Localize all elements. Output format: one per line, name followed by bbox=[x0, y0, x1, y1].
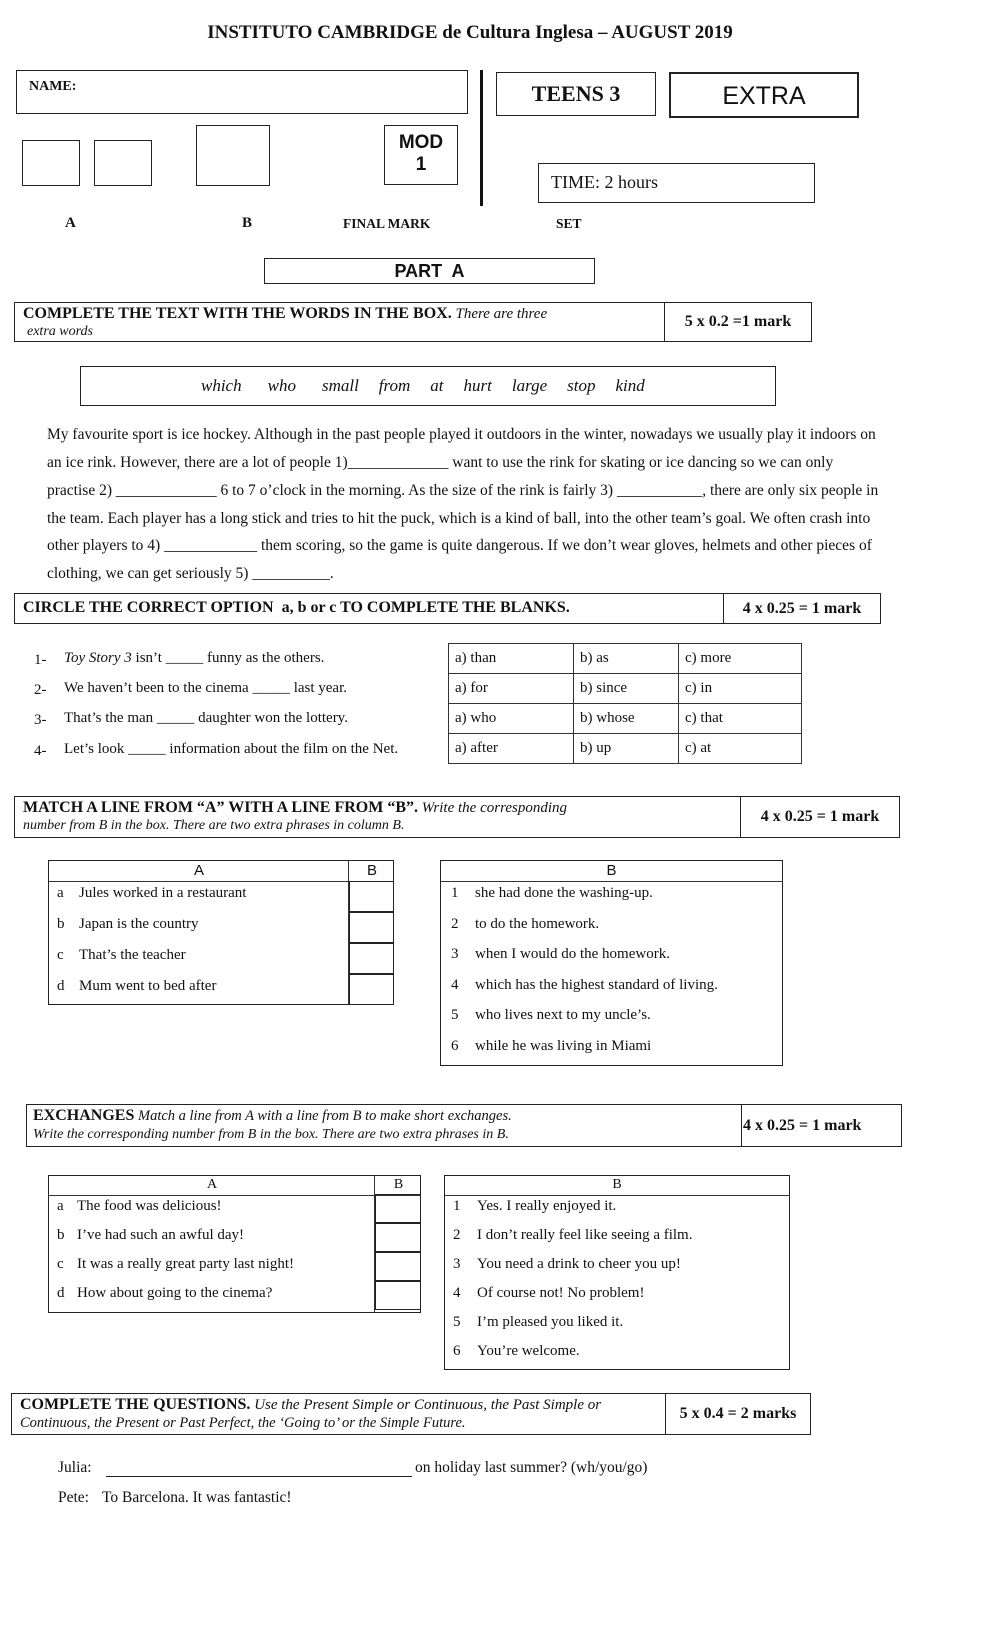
row-text: It was a really great party last night! bbox=[77, 1256, 295, 1272]
page-title: INSTITUTO CAMBRIDGE de Cultura Inglesa – AUGUST 2019 bbox=[207, 22, 733, 43]
julia-label: Julia: bbox=[58, 1459, 92, 1476]
row-text: to do the homework. bbox=[475, 915, 600, 932]
option[interactable]: a) who bbox=[449, 704, 574, 734]
word-option: who bbox=[267, 376, 296, 395]
question-1: Toy Story 3 isn’t _____ funny as the others. bbox=[64, 650, 325, 666]
row-key: b bbox=[57, 916, 65, 932]
option[interactable]: c) that bbox=[679, 704, 802, 734]
row-text: I’ve had such an awful day! bbox=[77, 1227, 245, 1243]
option[interactable]: c) more bbox=[679, 644, 802, 674]
row-key: b bbox=[57, 1227, 65, 1243]
answer-box[interactable] bbox=[375, 1281, 421, 1310]
row-text: Japan is the country bbox=[79, 916, 199, 932]
text-line: clothing, we can get seriously 5) __________. bbox=[47, 565, 334, 582]
row-text: while he was living in Miami bbox=[475, 1037, 652, 1054]
text-line: My favourite sport is ice hockey. Although in the past people played it outdoors in the winter, nowadays we usually play it indoors on bbox=[47, 426, 876, 443]
level-box: TEENS 3 bbox=[496, 72, 656, 116]
answer-box[interactable] bbox=[375, 1252, 421, 1281]
row-key: 3 bbox=[451, 946, 459, 962]
answer-box[interactable] bbox=[375, 1223, 421, 1252]
part-a-title: PART A bbox=[264, 258, 595, 284]
row-key: a bbox=[57, 885, 64, 901]
section2-mark: 4 x 0.25 = 1 mark bbox=[723, 593, 881, 624]
word-option: hurt bbox=[463, 376, 492, 395]
exchange-table-a: A B a The food was delicious! b I’ve had such an awful day! c It was a really great party last night! d How about going to the cinema? bbox=[48, 1175, 421, 1313]
question-2: We haven’t been to the cinema _____ last year. bbox=[64, 680, 348, 696]
word-option: large bbox=[511, 376, 548, 395]
row-key: c bbox=[57, 947, 64, 963]
answer-box[interactable] bbox=[349, 943, 394, 974]
row-text: I’m pleased you liked it. bbox=[477, 1314, 624, 1330]
row-text: That’s the teacher bbox=[79, 947, 186, 963]
row-key: 5 bbox=[451, 1007, 459, 1023]
match-table-a: A B a Jules worked in a restaurant b Japan is the country c That’s the teacher d Mum went to bed after bbox=[48, 860, 394, 1005]
text-line: practise 2) _____________ 6 to 7 o’clock in the morning. As the size of the rink is fairly 3) ___________, there are only six people in bbox=[47, 482, 879, 499]
section4-mark: 4 x 0.25 = 1 mark bbox=[741, 1104, 902, 1147]
section2-heading: CIRCLE THE CORRECT OPTION a, b or c TO COMPLETE THE BLANKS. bbox=[14, 593, 724, 624]
row-text: Jules worked in a restaurant bbox=[79, 885, 247, 901]
option[interactable]: b) since bbox=[574, 674, 679, 704]
label-final-mark: FINAL MARK bbox=[343, 216, 431, 231]
options-table bbox=[448, 643, 802, 764]
option[interactable]: b) whose bbox=[574, 704, 679, 734]
word-option: small bbox=[321, 376, 359, 395]
julia-answer-line[interactable] bbox=[106, 1476, 412, 1477]
word-option: which bbox=[201, 376, 242, 395]
row-key: 3 bbox=[453, 1256, 461, 1272]
name-field[interactable] bbox=[16, 70, 468, 114]
word-option: stop bbox=[567, 376, 596, 395]
word-option: at bbox=[430, 376, 444, 395]
pete-label: Pete: bbox=[58, 1489, 89, 1506]
label-b: B bbox=[242, 215, 253, 231]
row-key: 2 bbox=[453, 1227, 461, 1243]
row-key: 6 bbox=[451, 1037, 459, 1054]
julia-question: on holiday last summer? (wh/you/go) bbox=[415, 1459, 648, 1476]
row-key: 6 bbox=[453, 1343, 461, 1359]
question-3: That’s the man _____ daughter won the lottery. bbox=[64, 710, 348, 726]
row-text: The food was delicious! bbox=[77, 1198, 222, 1214]
row-key: 1 bbox=[451, 885, 459, 901]
label-set: SET bbox=[556, 216, 582, 231]
word-box bbox=[80, 366, 776, 406]
row-key: 5 bbox=[453, 1314, 461, 1330]
word-option: from bbox=[378, 376, 411, 395]
section3-mark: 4 x 0.25 = 1 mark bbox=[740, 796, 900, 838]
row-text: Of course not! No problem! bbox=[477, 1285, 645, 1301]
row-text: You’re welcome. bbox=[477, 1343, 580, 1359]
option[interactable]: c) in bbox=[679, 674, 802, 704]
answer-box[interactable] bbox=[349, 881, 394, 912]
row-text: Yes. I really enjoyed it. bbox=[477, 1198, 617, 1214]
answer-box[interactable] bbox=[349, 974, 394, 1005]
section4-heading: EXCHANGES Match a line from A with a line from B to make short exchanges. Write the corresponding number from B in the box. There are two extra phrases in B. bbox=[26, 1104, 742, 1147]
section1-mark: 5 x 0.2 =1 mark bbox=[664, 302, 812, 342]
score-box-a1[interactable] bbox=[22, 140, 80, 186]
module-box: MOD 1 bbox=[384, 125, 458, 185]
option[interactable]: a) for bbox=[449, 674, 574, 704]
score-box-b[interactable] bbox=[196, 125, 270, 186]
row-key: 2 bbox=[451, 915, 459, 932]
text-line: other players to 4) ____________ them scoring, so the game is quite dangerous. If we don’t wear gloves, helmets and other pieces of bbox=[47, 537, 872, 554]
row-text: How about going to the cinema? bbox=[77, 1285, 273, 1301]
section5-heading: COMPLETE THE QUESTIONS. Use the Present Simple or Continuous, the Past Simple or Continuous, the Present or Past Perfect, the ‘Going to’ or the Simple Future. bbox=[11, 1393, 666, 1435]
row-text: when I would do the homework. bbox=[475, 946, 670, 962]
pete-answer: To Barcelona. It was fantastic! bbox=[102, 1489, 292, 1506]
row-key: 1 bbox=[453, 1198, 461, 1214]
answer-box[interactable] bbox=[375, 1194, 421, 1223]
section1-heading: COMPLETE THE TEXT WITH THE WORDS IN THE BOX. There are three extra words bbox=[14, 302, 665, 342]
option[interactable]: c) at bbox=[679, 734, 802, 764]
row-key: d bbox=[57, 978, 65, 994]
row-key: 4 bbox=[453, 1285, 461, 1301]
section3-heading: MATCH A LINE FROM “A” WITH A LINE FROM “B”. Write the corresponding number from B in the box. There are two extra phrases in column B. bbox=[14, 796, 741, 838]
match-table-b: B 1 she had done the washing-up. 2 to do the homework. 3 when I would do the homework. 4 which has the highest standard of living. 5 who lives next to my uncle’s. 6 while he was living in Miami bbox=[440, 860, 783, 1066]
row-text: You need a drink to cheer you up! bbox=[477, 1256, 681, 1272]
text-line: an ice rink. However, there are a lot of people 1)_____________ want to use the rink for skating or ice dancing so we can only bbox=[47, 454, 834, 471]
row-key: d bbox=[57, 1285, 65, 1301]
question-4: Let’s look _____ information about the film on the Net. bbox=[64, 741, 399, 757]
option[interactable]: a) after bbox=[449, 734, 574, 764]
option[interactable]: b) up bbox=[574, 734, 679, 764]
option[interactable]: b) as bbox=[574, 644, 679, 674]
section5-mark: 5 x 0.4 = 2 marks bbox=[665, 1393, 811, 1435]
row-text: which has the highest standard of living. bbox=[475, 976, 718, 993]
row-text: she had done the washing-up. bbox=[475, 885, 653, 901]
exchange-table-b: B 1 Yes. I really enjoyed it. 2 I don’t really feel like seeing a film. 3 You need a drink to cheer you up! 4 Of course not! No problem! 5 I’m pleased you liked it. 6 You’re welcome. bbox=[444, 1175, 790, 1370]
header-divider bbox=[480, 70, 483, 206]
option[interactable]: a) than bbox=[449, 644, 574, 674]
row-text: who lives next to my uncle’s. bbox=[475, 1007, 651, 1023]
word-option: kind bbox=[615, 376, 645, 395]
text-line: the team. Each player has a long stick and tries to hit the puck, which is a kind of ball, into the other team’s goal. We often crash into bbox=[47, 510, 871, 527]
name-label: NAME: bbox=[29, 79, 77, 94]
extra-box: EXTRA bbox=[669, 72, 859, 118]
row-key: c bbox=[57, 1256, 64, 1272]
label-a: A bbox=[65, 215, 76, 231]
time-box: TIME: 2 hours bbox=[538, 163, 815, 203]
score-box-a2[interactable] bbox=[94, 140, 152, 186]
row-text: Mum went to bed after bbox=[79, 978, 217, 994]
row-key: a bbox=[57, 1198, 64, 1214]
row-key: 4 bbox=[451, 976, 459, 993]
row-text: I don’t really feel like seeing a film. bbox=[477, 1227, 693, 1243]
answer-box[interactable] bbox=[349, 912, 394, 943]
